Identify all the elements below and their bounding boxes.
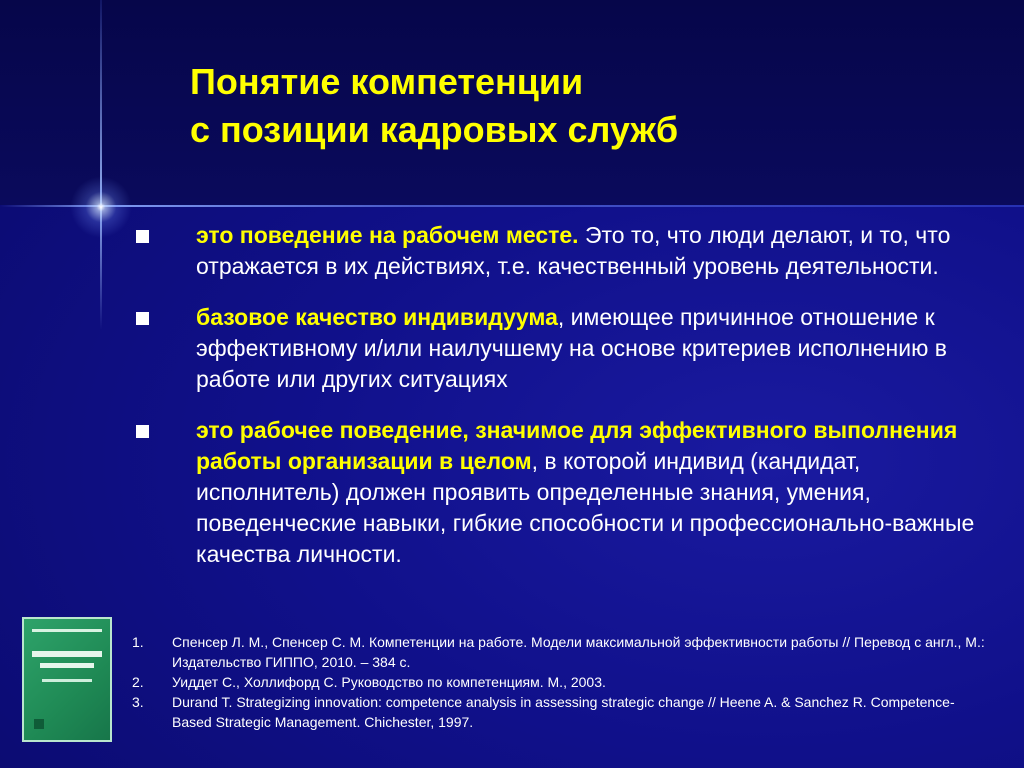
book-cover-band xyxy=(32,629,102,632)
square-bullet-icon xyxy=(136,230,149,243)
bullet-highlight: это рабочее поведение, значимое для эффективного выполнения работы организации в целом xyxy=(196,417,958,474)
title-line-1: Понятие компетенции xyxy=(190,61,584,102)
bullet-text: , имеющее причинное отношение к эффективному и/или наилучшему на основе критериев исполнению в работе или других ситуациях xyxy=(196,304,947,392)
reference-number: 1. xyxy=(132,634,144,650)
slide-title xyxy=(190,58,890,154)
reference-text: Уиддет С., Холлифорд С. Руководство по компетенциям. М., 2003. xyxy=(172,674,606,690)
reference-number: 2. xyxy=(132,674,144,690)
square-bullet-icon xyxy=(136,312,149,325)
reference-item xyxy=(132,692,992,732)
references-list xyxy=(132,632,992,732)
bullet-item xyxy=(136,220,996,282)
reference-text: Спенсер Л. М., Спенсер С. М. Компетенции на работе. Модели максимальной эффективности работы // Перевод с англ., М.: Издательство ГИППО, 2010. – 384 с. xyxy=(172,634,985,670)
publisher-logo-icon xyxy=(34,719,44,729)
title-line-2: с позиции кадровых служб xyxy=(190,109,679,150)
book-cover-title-bar xyxy=(32,651,102,657)
square-bullet-icon xyxy=(136,425,149,438)
horizontal-divider-line xyxy=(0,205,1024,207)
reference-text: Durand T. Strategizing innovation: competence analysis in assessing strategic change // Heene A. & Sanchez R. Competence-Based Strategic Management. Chichester, 1997. xyxy=(172,694,955,730)
bullet-highlight: базовое качество индивидуума xyxy=(196,304,558,330)
bullet-text: Это то, что люди делают, и то, что отражается в их действиях, т.е. качественный уровень деятельности. xyxy=(196,222,951,279)
book-cover-image xyxy=(22,617,112,742)
vertical-divider-line xyxy=(100,0,102,330)
reference-number: 3. xyxy=(132,694,144,710)
reference-item xyxy=(132,632,992,672)
bullet-item xyxy=(136,302,996,395)
bullet-highlight: это поведение на рабочем месте. xyxy=(196,222,579,248)
sparkle-decoration xyxy=(70,176,132,238)
bullet-item xyxy=(136,415,996,570)
bullet-list xyxy=(136,220,996,590)
bullet-text: , в которой индивид (кандидат, исполнитель) должен проявить определенные знания, умения, поведенческие навыки, гибкие способности и профессионально-важные качества личности. xyxy=(196,448,975,567)
book-cover-title-bar xyxy=(40,663,94,668)
book-cover-author-bar xyxy=(42,679,92,682)
reference-item xyxy=(132,672,992,692)
